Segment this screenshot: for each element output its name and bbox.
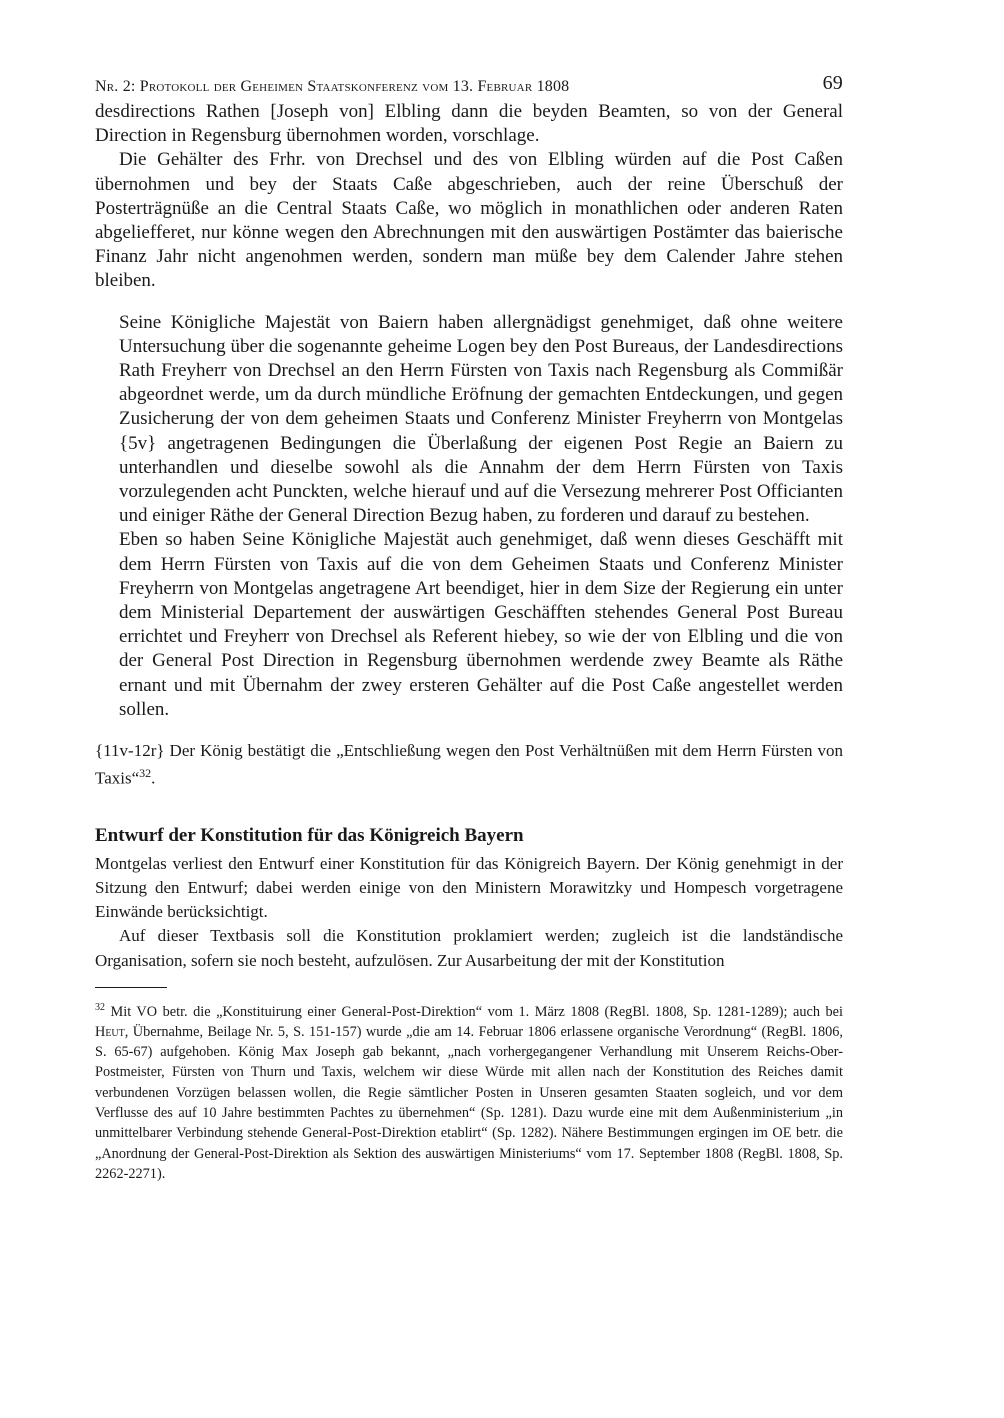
summary-paragraph: Auf dieser Textbasis soll die Konstitution proklamiert werden; zugleich ist die landständische Organisation, sofern sie noch besteht, aufzulösen. Zur Ausarbeitung der mit der Konstitution xyxy=(95,926,843,970)
paragraph: Die Gehälter des Frhr. von Drechsel und des von Elbling würden auf die Post Caßen übernohmen und bey der Staats Caße abgeschrieben, auch der reine Überschuß der Posterträgnüße an die Central Staats Caße, wo möglich in monathlichen oder anderen Raten abgeliefferet, nur könne wegen den Abrechnungen mit den auswärtigen Postämter das baierische Finanz Jahr nicht angenohmen werden, sondern man müße bey dem Calender Jahre stehen bleiben. xyxy=(95,149,843,292)
royal-resolution xyxy=(119,311,843,722)
protocol-text xyxy=(95,100,843,294)
document-page xyxy=(95,70,843,1184)
footnote-reference[interactable]: 32 xyxy=(139,766,152,781)
footnote-divider xyxy=(95,987,167,988)
running-title: Nr. 2: Protokoll der Geheimen Staatskonferenz vom 13. Februar 1808 xyxy=(95,78,570,95)
footnote xyxy=(95,998,843,1184)
page-number: 69 xyxy=(822,72,843,94)
summary-paragraph: Montgelas verliest den Entwurf einer Konstitution für das Königreich Bayern. Der König genehmigt in der Sitzung den Entwurf; dabei werden einige von den Ministern Morawitzky und Hompesch vorgetragene Einwände berücksichtigt. xyxy=(95,853,843,922)
note-end: . xyxy=(151,768,156,788)
section-heading: Entwurf der Konstitution für das Königreich Bayern xyxy=(95,824,524,846)
note-text: {11v-12r} Der König bestätigt die „Entschließung wegen den Post Verhältnüßen mit dem Herrn Fürsten von Taxis“ xyxy=(95,741,843,788)
footnote-author: Heut xyxy=(95,1023,125,1040)
section-summary xyxy=(95,852,843,973)
footnote-text: Mit VO betr. die „Konstituirung einer General-Post-Direktion“ vom 1. März 1808 (RegBl. 1808, Sp. 1281-1289); auch bei xyxy=(105,1003,843,1020)
resolution-paragraph: Seine Königliche Majestät von Baiern haben allergnädigst genehmiget, daß ohne weitere Untersuchung über die sogenannte geheime Logen bey den Post Bureaus, der Landesdirections Rath Freyherr von Drechsel an den Herrn Fürsten von Taxis nach Regensburg als Commißär abgeordnet werde, um da durch mündliche Eröfnung der gemachten Entdeckungen, und gegen Zusicherung der von dem geheimen Staats und Conferenz Minister Freyherrn von Montgelas {5v} angetragenen Bedingungen die Überlaßung der eigenen Post Regie an Baiern zu unterhandlen und dieselbe sowohl als die Annahm der dem Herrn Fürsten von Taxis vorzulegenden acht Punckten, welche hierauf und auf die Versezung mehrerer Post Officianten und einiger Räthe der General Direction Bezug haben, zu forderen und darauf zu bestehen. xyxy=(119,311,843,527)
footnote-text: , Übernahme, Beilage Nr. 5, S. 151-157) wurde „die am 14. Februar 1806 erlassene organische Verordnung“ (RegBl. 1806, S. 65-67) aufgehoben. König Max Joseph gab bekannt, „nach vorhergegangener Verhandlung mit Unserem Reichs-Ober-Postmeister, Fürsten von Thurn und Taxis, welchem wir diese Würde mit allen nach der Konstitution des Reiches damit verbundenen Vorzügen belassen wollen, die Regie sämtlicher Posten in Unseren gesamten Staaten sogleich, und vor dem Verflusse des auf 10 Jahre bestimmten Pachtes zu übernehmen“ (Sp. 1281). Dazu wurde eine mit dem Außenministerium „in unmittelbarer Verbindung stehende General-Post-Direktion etablirt“ (Sp. 1282). Nähere Bestimmungen ergingen im OE betr. die „Anordnung der General-Post-Direktion als Sektion des auswärtigen Ministeriums“ vom 17. September 1808 (RegBl. 1808, Sp. 2262-2271). xyxy=(95,1023,843,1182)
editorial-note xyxy=(95,739,843,790)
resolution-paragraph: Eben so haben Seine Königliche Majestät auch genehmiget, daß wenn dieses Geschäfft mit dem Herrn Fürsten von Taxis auf die von dem Geheimen Staats und Conferenz Minister Freyherrn von Montgelas angetragene Art beendiget, hier in dem Size der Regierung ein unter dem Ministerial Departement der auswärtigen Geschäfften stehendes General Post Bureau errichtet und Freyherr von Drechsel als Referent hiebey, so wie der von Elbling und die von der General Post Direction in Regensburg übernohmen werdende zwey Beamte als Räthe ernant und mit Übernahm der zwey ersteren Gehälter auf die Post Caße angestellet werden sollen. xyxy=(119,529,843,720)
page-header xyxy=(95,70,843,100)
paragraph: desdirections Rathen [Joseph von] Elbling dann die beyden Beamten, so von der General Direction in Regensburg übernohmen worden, vorschlage. xyxy=(95,101,843,147)
footnote-number: 32 xyxy=(95,1001,105,1013)
